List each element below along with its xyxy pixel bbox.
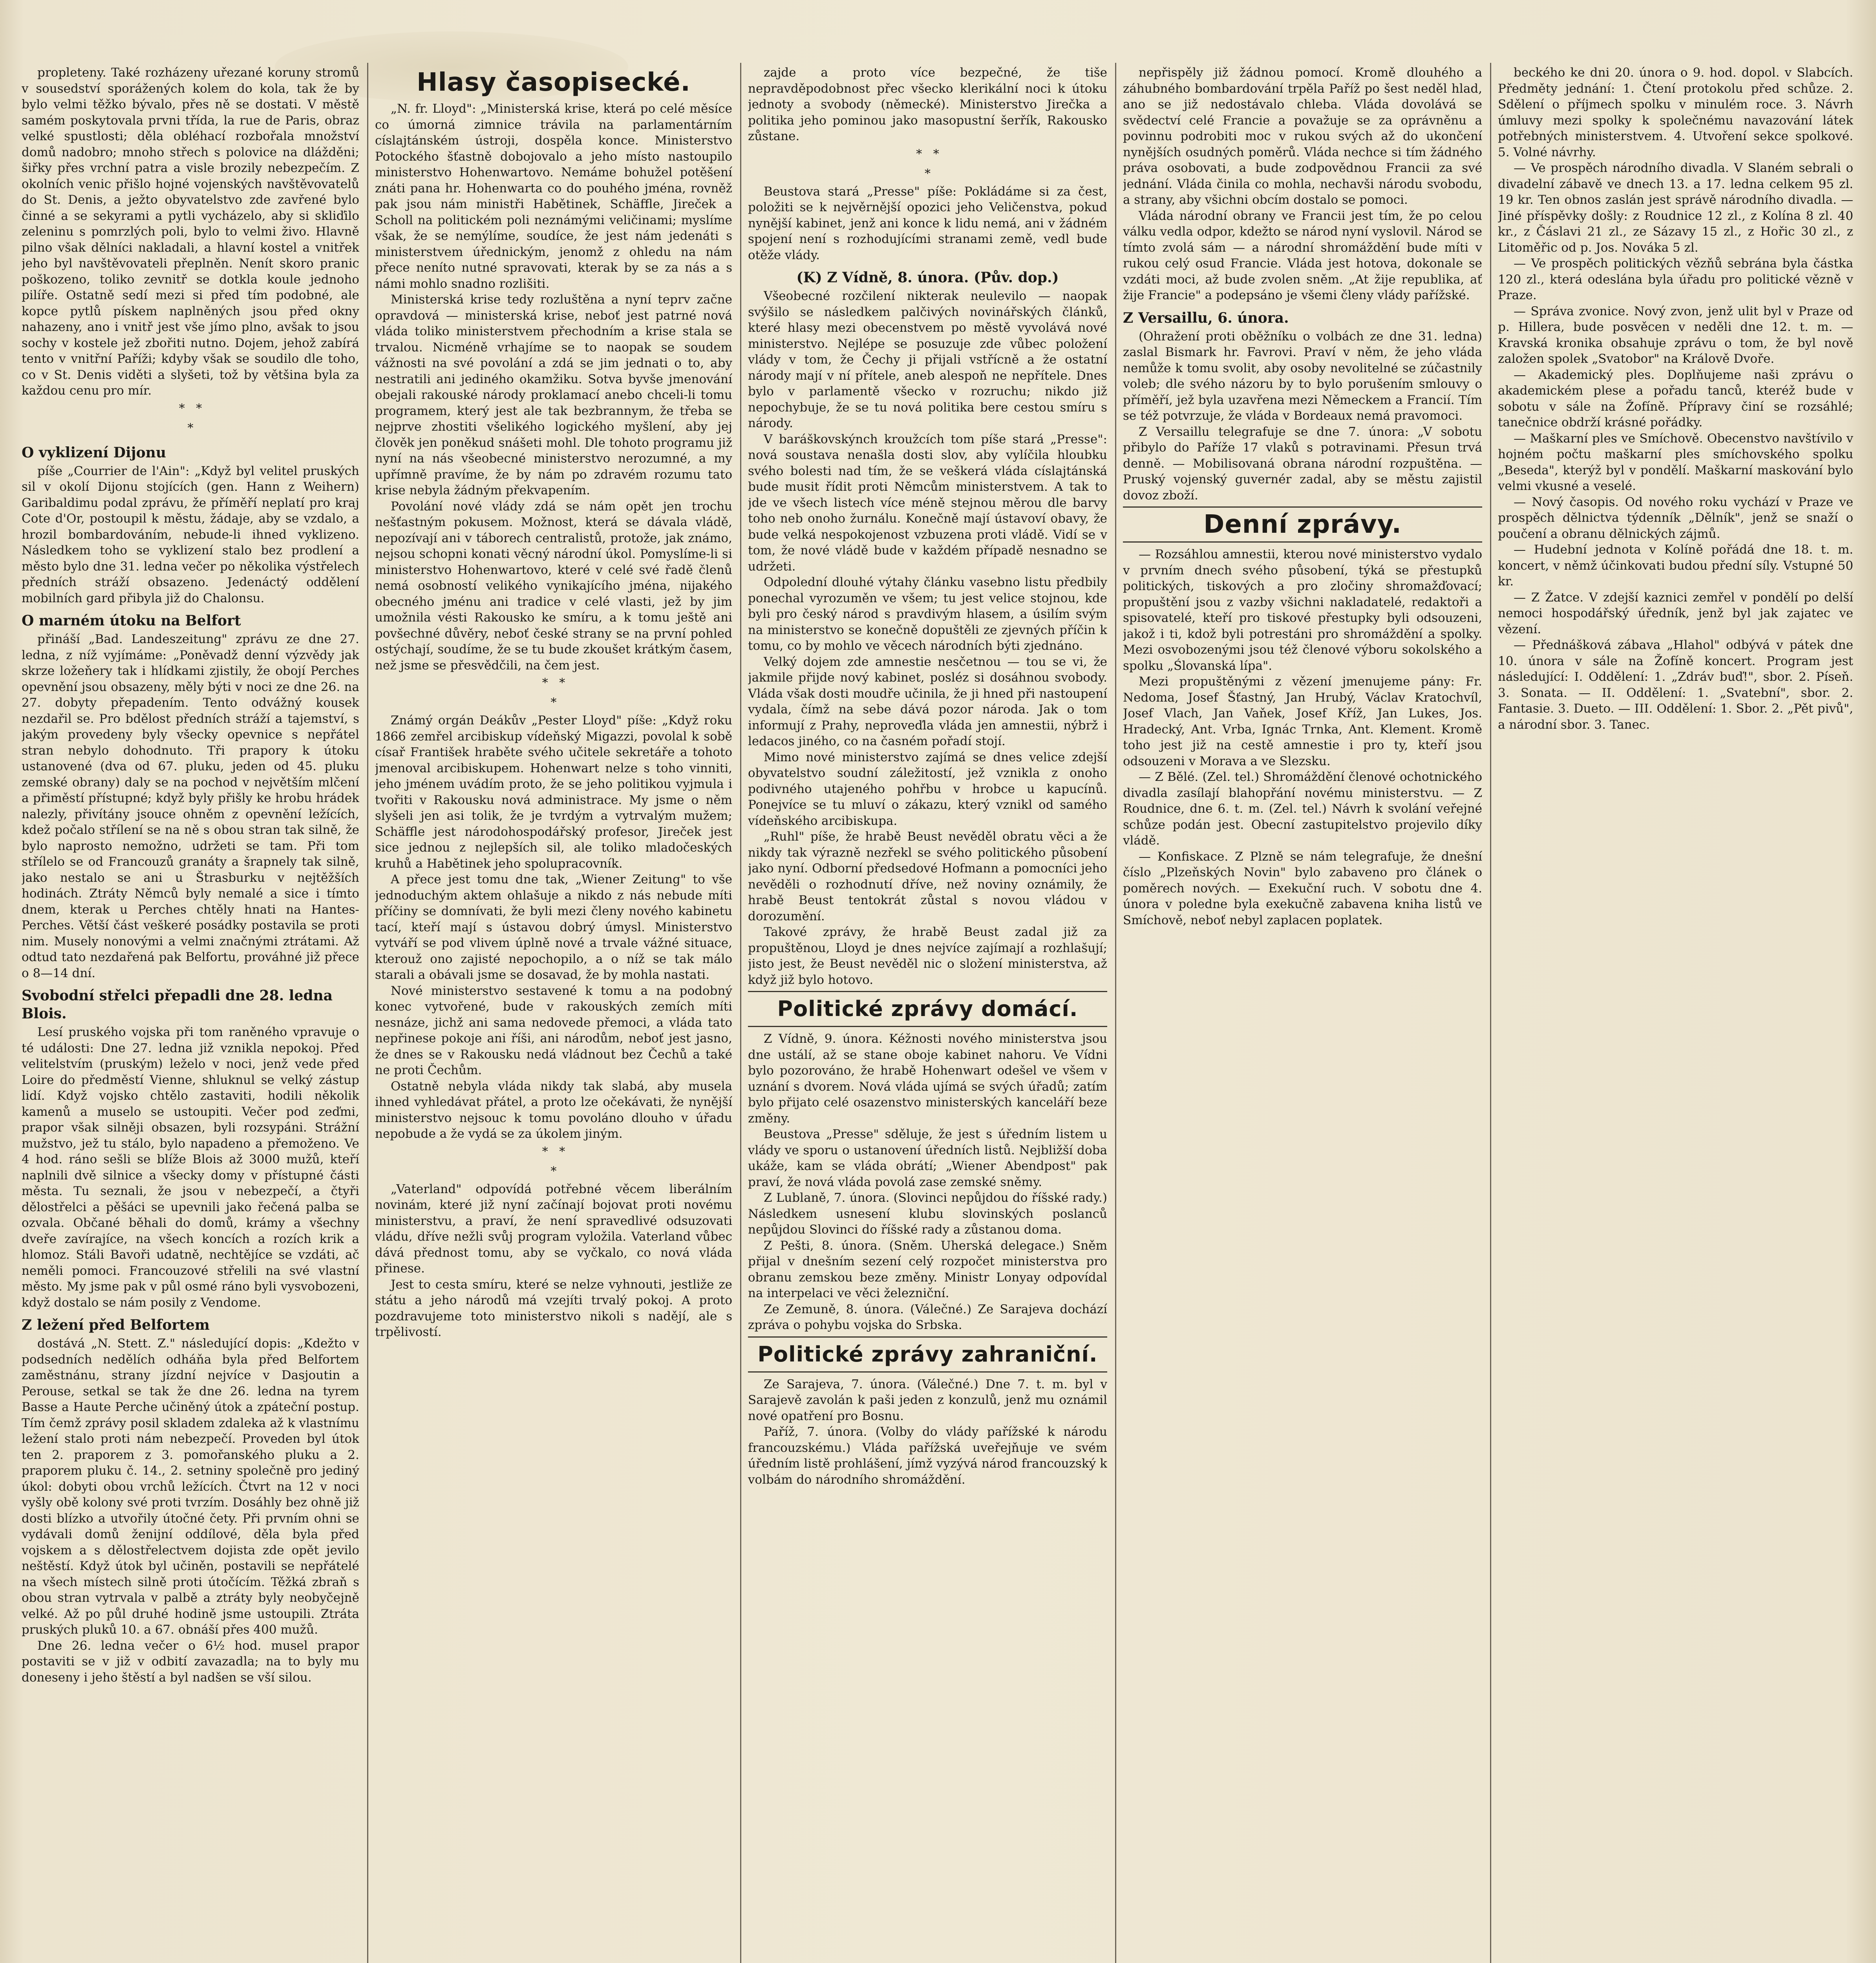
paragraph: Odpolední dlouhé výtahy článku vasebno listu předbily ponechal vyrozuměn ve všem; tu jest velice stojnou, kde byli pro český národ s pravdivým hlasem, a úsilím svým na ministerstvo se konečně dopuštěli ze zjevných příčin k tomu, co by mohlo ve věcech národních býti zjednáno. [748,575,1107,653]
section-heading: O marném útoku na Belfort [22,612,241,629]
paragraph: Jest to cesta smíru, které se nelze vyhnouti, jestliže ze státu a jeho národů má vzejíti trvalý pokoj. A proto pozdravujeme toto ministerstvo nikoli s nadějí, ale s trpělivostí. [375,1277,732,1339]
paragraph: dostává „N. Stett. Z." následující dopis: „Kdežto v podsedních nedělích odháňa byla před Belfortem zaměstnánu, strany jízdní nejvíce v Dasjoutin a Perouse, setkal se tak že dne 26. ledna na tyrem Basse a Haute Perche učiněný útok a zpáteční postup. Tím čemž zprávy posil skladem zdaleka až k vlastnímu ležení stalo proti nám nebezpečí. Proveden byl útok ten 2. praporem z 3. pomořanského pluku a 2. praporem pluku č. 14., 2. setniny společně pro jediný úkol: dobyti obou vrchů ležících. Čtvrt na 12 v noci vyšly obě kolony své proti tvrzím. Dosáhly bez ohně již dosti blízko a utvořily útočné čety. Při prvním ohni se vydávali domů ženijní oddílové, děla byla před vojskem a s dělostřelectvem dojista zde opět jevilo neštěstí. Když útok byl učiněn, postavili se nepřátelé na všech místech silně proti útočícím. Těžká zbraň s obou stran vytrvala v palbě a ztráty byly neobyčejně velké. Až po půl druhé hodině jsme ustoupili. Ztráta pruských pluků 10. a 67. obnáší přes 400 mužů. [22,1336,359,1637]
paragraph: — Maškarní ples ve Smíchově. Obecenstvo navštívilo v hojném počtu maškarní ples smíchovského spolku „Beseda", kterýž byl v pondělí. Maškarní maskování bylo velmi vkusné a veselé. [1498,431,1853,493]
paragraph: „Ruhl" píše, že hrabě Beust nevěděl obratu věci a že nikdy tak výrazně nezřekl se svého politického působení jako nyní. Odborní předsedové Hofmann a pomocníci jeho nevěděli o rozhodnutí dříve, než noviny oznámily, že hrabě Beust tentokrát zůstal s novou vládou v dorozumění. [748,830,1107,923]
column-rule [740,63,741,1963]
paragraph: Z Vídně, 9. února. Kéžnosti nového ministerstva jsou dne ustálí, až se stane oboje kabinet nahoru. Ve Vídni bylo pozorováno, že hrabě Hohenwart odešel ve všem v uznání s dvorem. Nová vláda ujímá se svých úřadů; zatím bylo přijato celé osazenstvo ministerských kanceláří beze změny. [748,1032,1107,1126]
paragraph: — Hudební jednota v Kolíně pořádá dne 18. t. m. koncert, v němž účinkovati budou přední síly. Vstupné 50 kr. [1498,543,1853,589]
paragraph: Ostatně nebyla vláda nikdy tak slabá, aby musela ihned vyhledávat přátel, a proto lze očekávati, že nynější ministerstvo nejsouc k tomu povoláno dlouho v úřadu nepobude a že vydá se za úkolem jiným. [375,1079,732,1141]
column-5 [1498,65,1853,1963]
paragraph: Z Lublaně, 7. února. (Slovinci nepůjdou do říšské rady.) Následkem usnesení klubu slovinských poslanců nepůjdou Slovinci do říšské rady a zůstanou doma. [748,1191,1107,1237]
paragraph: — Přednášková zábava „Hlahol" odbývá v pátek dne 10. února v sále na Žofíně koncert. Program jest následující: I. Oddělení: 1. „Zdráv buď!", sbor. 2. Píseň. 3. Sonata. — II. Oddělení: 1. „Svatební", sbor. 2. Fantasie. 3. Dueto. — III. Oddělení: 1. Sbor. 2. „Pět pivů", a národní sbor. 3. Tanec. [1498,638,1853,732]
section-title: Politické zprávy domácí. [748,991,1107,1027]
paragraph: Velký dojem zde amnestie nesčetnou — tou se vi, že jakmile přijde nový kabinet, posléz si dosáhnou svobody. Vláda však dosti moudře učinila, že ji hned při nastoupení vydala, čímž na sebe dává pozor národa. Jak o tom informují z Prahy, neproveďla vláda jen amnestii, nýbrž i ledacos jiného, co na časném pořadí stojí. [748,654,1107,748]
section-separator: * * * [179,401,202,435]
paragraph: Lesí pruského vojska při tom raněného vpravuje o té události: Dne 27. ledna již vznikla nepokoj. Před velitelstvím (pruským) leželo v noci, jenž vede před Loire do předměstí Vienne, shluknul se velký zástup lidí. Když vojsko chtělo zastaviti, hodili několik kamenů a muselo se ustoupiti. Večer pod zeďmi, prapor však silněji obsazen, byli rozsypáni. Strážní mužstvo, jež tu stálo, bylo napadeno a přemoženo. Ve 4 hod. ráno sešli se blíže Blois až 3000 mužů, kteří naplnili dvě silnice a všecky domy v přístupné části města. Tu seznali, že jsou v nebezpečí, a čtyři dělostřelci a pěšáci se upevnili jako řečená palba se ozvala. Občané běhali do domů, krámy a všechny dveře zavírajíce, na všech koncích a rozích krik a hlomoz. Stáli Bavoři udatně, nechtějíce se vzdáti, ač neměli pomoci. Francouzové střelili na své vlastní město. My jsme pak v půl osmé ráno byli vysvobozeni, když dostalo se nám posily z Vendome. [22,1025,359,1310]
paragraph: — Akademický ples. Doplňujeme naši zprávu o akademickém plese a pořadu tanců, kteréž bude v sobotu v sále na Žofíně. Přípravy činí se rozsáhlé; tanečnice obdrží krásné pořádky. [1498,367,1853,430]
paragraph: Takové zprávy, že hrabě Beust zadal již za propuštěnou, Lloyd je dnes nejvíce zajímají a rozhlašují; jisto jest, že Beust nevěděl nic o složení ministerstva, až když již bylo hotovo. [748,925,1107,987]
column-3 [748,65,1107,1963]
daily-news-section [1123,506,1482,543]
section-separator: * * * [916,147,939,181]
paragraph: Všeobecné rozčilení nikterak neulevilo — naopak svýšilo se následkem palčivých novinářských článků, které hlasy mezi obecenstvem po městě vyvolává nové ministerstvo. Nejlépe se posuzuje zde vůbec položení vlády v tom, že Čechy ji přijali vstřícně a že ostatní národy mají v ní přítele, aneb alespoň ne nepřítele. Dnes bylo v parlamentě všecko v rozruchu; nikdo již nepochybuje, že se tu nová politika bere cestou smíru s národy. [748,289,1107,430]
paragraph: píše „Courrier de l'Ain": „Když byl velitel pruských sil v okolí Dijonu stojících (gen. Hann z Weihern) Garibaldimu podal zprávu, že příměří neplatí pro kraj Cote d'Or, postoupil k městu, žádaje, aby se vzdalo, a hrozil bombardováním, nebude-li ihned vyklizeno. Následkem toho se vyklizení stalo bez prodlení a město bylo dne 31. ledna večer po několika výstřelech předních stráží obsazeno. Jedenáctý oddělení mobilních gard přibyla již do Chalonsu. [22,464,359,605]
section-title: Denní zprávy. [1123,506,1482,543]
section-title: Politické zprávy zahraniční. [748,1336,1107,1373]
paragraph: A přece jest tomu dne tak, „Wiener Zeitung" to vše jednoduchým aktem ohlašuje a nikdo z nás nebude míti příčiny se domnívati, že byli mezi členy nového kabinetu tací, kteří mají s ústavou dobrý úmysl. Ministerstvo vytváří se pod vlivem úplně nové a trvale vážné situace, kterouž ono zajisté nepochopilo, a o níž se tak málo starali a obávali jsme se dosavad, že by mohla nastati. [375,872,732,982]
column-4 [1123,65,1482,1963]
paragraph: beckého ke dni 20. února o 9. hod. dopol. v Slabcích. Předměty jednání: 1. Čtení protokolu před schůze. 2. Sdělení o příjmech spolku v minulém roce. 3. Návrh úmluvy mezi spolky k společnému navazování látek potřebných ministerstvem. 4. Utvoření sekce spolkové. 5. Volné návrhy. [1498,66,1853,159]
paragraph: Z Pešti, 8. února. (Sněm. Uherská delegace.) Sněm přijal v dnešním sezení celý rozpočet ministerstva pro obranu zemskou beze změny. Ministr Lonyay odpovídal na interpelaci ve věci železniční. [748,1238,1107,1300]
paragraph: Beustova stará „Presse" píše: Pokládáme si za čest, položiti se k nejvěrnější opozici jeho Veličenstva, pokud nynější kabinet, jenž ani konce k lidu nemá, ani v žádném spojení není s rozhodujícími stranami země, vedl bude otěže vlády. [748,184,1107,262]
section-heading: O vyklizení Dijonu [22,444,166,461]
foreign-news-section [748,1336,1107,1373]
paragraph: V baráškovskýnch kroužcích tom píše stará „Presse": nová soustava nenašla dosti slov, aby vylíčila hloubku svého bolesti nad tím, že se veškerá vláda císlajtánská bude musit řídit proti Němcům ministerstvem. A tak to jde ve všech listech více méně stejnou měrou dle barvy toho neb onoho žurnálu. Konečně mají ústavoví obavy, že bude velká nespokojenost vzbuzena proti vládě. Vidí se v tom, že nové vládě bude v každém případě nesnadno se udržeti. [748,432,1107,574]
paragraph: přináší „Bad. Landeszeitung" zprávu ze dne 27. ledna, z níž vyjímáme: „Poněvadž denní výzvědy jak skrze ložeňery tak i hlídkami zjistily, že obojí Perches opevnění jsou obsazeny, měly býti v noci ze dne 26. na 27. dobyty přepadením. Tento odvážný kousek nezdařil se. Pro bdělost předních stráží a tajemství, s jakým provedeny byly všecky opevnice s nepřátel stran nebylo dohodnuto. Tři prapory k útoku ustanovené (dva od 67. pluku, jeden od 45. pluku zemské obrany) daly se na pochod v největším mlčení a přiměstí přístupné; když byly přišly ke hrobu hrádek nalezly, přivítány jsouce ohněm z opevnění ležících, kdež počalo střílení se na ně s obou stran tak silně, že bylo naprosto nemožno, udržeti se tam. Při tom střílelo se od Francouzů granáty a šrapnely tak silně, jako nestalo se ani u Štrasburku v nejtěžších hodinách. Ztráty Němců byly nemalé a sice i tímto dnem, kterak u Perches chtěly hnati na Hantes-Perches. Větší část veškeré posádky postavila se proti nim. Musely nonovými a velmi značnými ztrátami. Až odtud tato nezdařená pak Belfortu, prováhné již přece o 8—14 dní. [22,632,359,980]
paragraph: „N. fr. Lloyd": „Ministerská krise, která po celé měsíce co úmorná zimnice trávila na parlamentárním císlajtánském ústroji, dospěla konce. Ministerstvo Potockého šťastně dobojovalo a jeho místo nastoupilo ministerstvo Hohenwartovo. Nemáme bohužel potěšení znáti pana hr. Hohenwarta co do pouhého jména, rovněž pak jsou nám ministři Habětinek, Schäffle, Jireček a Scholl na politickém poli neznámými veličinami; myslíme však, že se nemýlíme, soudíce, že jest nám jedenáti s ministerstvem úřednickým, jenomž z ohledu na nám přece neníto nutné spravovati, kterak by se za nás a s námi mohlo snadno rozlišiti. [375,102,732,291]
paragraph: — Rozsáhlou amnestii, kterou nové ministerstvo vydalo v prvním dnech svého působení, týká se přestupků politických, tiskových a pro zločiny shromažďovací; propuštění jsou z vazby všichni nakladatelé, redaktoři a spisovatelé, kteří pro tiskové přestupky byli odsouzeni, jakož i ti, kdož byli potrestáni pro shromáždění a spolky. Mezi osvobozenými jsou též členové výboru sokolského a spolku „Ślovanská lípa". [1123,547,1482,673]
paragraph: Nové ministerstvo sestavené k tomu a na podobný konec vytvořené, bude v rakouských zemích míti nesnáze, jichž ani sama nedovede přemoci, a vláda tato nepřinese pokoje ani říši, ani národům, neboť jest jasno, že dnes se v Rakousku nedá vládnout bez Čechů a také ne proti Čechům. [375,983,732,1077]
paragraph: Ministerská krise tedy rozluštěna a nyní teprv začne opravdová — ministerská krise, neboť jest patrné nová vláda toliko ministerstvem přechodním a krise stala se trvalou. Nicméně vrhajíme se to naopak se soudem vážnosti na své povolání a zdá se jim jednati o to, aby nestratili ani jediného okamžiku. Sotva byvše jmenování obejali rakouské národy proklamací anebo chceli-li tomu programem, který jest ale tak bezbrannym, že třeba se nejprve zhostiti všelikého logického myšlení, aby jej člověk jen poněkud snášeti mohl. Dle tohoto programu již nyní na nás všeobecné ministerstvo nerozumné, a my upřímně pravíme, že by nám po zdravém rozumu tato krise nebyla žádným překvapením. [375,292,732,497]
paragraph: Mimo nové ministerstvo zajímá se dnes velice zdejší obyvatelstvo soudní záležitostí, jež vznikla z onoho podivného utajeného pohřbu v hrobce u kapucínů. Ponejvíce se tu mluví o zákazu, který vznikl od samého vídeňského arcibiskupa. [748,750,1107,828]
paragraph: Paříž, 7. února. (Volby do vlády pařížské k národu francouzskému.) Vláda pařížská uveřejňuje ve svém úředním listě prohlášení, jímž vyzývá národ francouzský k volbám do národního shromáždění. [748,1425,1107,1487]
paragraph: zajde a proto více bezpečné, že tiše nepravděpodobnost přec všecko klerikální noci k útoku jednoty a svobody (německé). Ministerstvo Jirečka a politika jeho pominou jako masopustní šerřík, Rakousko zůstane. [748,66,1107,143]
paragraph: — Ve prospěch politických vězňů sebrána byla částka 120 zl., která odeslána byla úřadu pro politické vězně v Praze. [1498,256,1853,302]
paragraph: „Vaterland" odpovídá potřebné věcem liberálním novinám, které již nyní začínají bojovat proti novému ministerstvu, a praví, že není spravedlivé odsuzovati vládu, dříve nežli svůj program vyložila. Vaterland vůbec dává přednost tomu, aby se vyčkalo, co nová vláda přinese. [375,1182,732,1276]
paragraph: Vláda národní obrany ve Francii jest tím, že po celou válku vedla odpor, kdežto se národ nyní vyslovil. Národ se tímto zvolá sám — a národní shromáždění bude míti v rukou celý osud Francie. Vláda jest hotova, dokonale se vzdáti moci, až bude zvolen sněm. „At žije republika, ať žije Francie" a podepsáno je všemi členy vlády pařížské. [1123,208,1482,302]
paragraph: — Z Bělé. (Zel. tel.) Shromáždění členové ochotnického divadla zasílají blahopřání novému ministerstvu. — Z Roudnice, dne 6. t. m. (Zel. tel.) Návrh k svolání veřejné schůze podán jest. Obecní zastupitelstvo projevilo díky vládě. [1123,770,1482,848]
paragraph: propleteny. Také rozházeny uřezané koruny stromů v sousedství sporážených kolem do kola, tak že by bylo velmi těžko bývalo, přes ně se dostati. V městě samém poskytovala prvni třída, la rue de Paris, obraz velké spustlosti; děla obléhací rozbořala množství domů nadobro; mnoho střech s polovice na dlážděni; šiřky přes vrchní patra a visle brozily nebezpečím. Z okolních venic přišlo hojné vojenských navštěvovatelů do St. Denis, a ježto obyvatelstvo zde zavřené bylo činné a se sekyrami a pytli vycházelo, aby si skliďilo zeleninu s pomrzlých poli, bylo to velmi živo. Hlavně pilno však dělníci nakladali, a hlavní kostel a vnitřek jeho byl navštěvovateli přeplněn. Nenít skoro pranic poškozeno, toliko zevnitř se dotkla koule jednoho pilíře. Ostatně sedí mezi si před tím podobné, ale kopce pytlů pískem naplněných jsou před okny nahazeny, ano i vnitř jest vše jímo plno, avšak to jsou sochy v kostele jež zbořiti nutno. Dojem, jehož zabírá tento v vnitřní Paříži; kdyby však se soudilo dle toho, co v St. Denis viděti a slyšeti, tož by většina byla za každou cenu pro mír. [22,66,359,398]
section-separator: * * * [542,1144,565,1178]
column-rule [367,63,368,1963]
column-1 [22,65,359,1963]
domestic-news-section [748,991,1107,1027]
paragraph: nepřispěly již žádnou pomocí. Kromě dlouhého a záhubného bombardování trpěla Paříž po šest neděl hlad, ano se již nedostávalo chleba. Vláda dovolává se svědectví celé Francie a považuje se za oprávněnu a povinnu podrobiti moc v rukou svých až do ukončení nynějších osudných poměrů. Vláda nechce si tím žádného práva osobovati, a bude zodpovědnou Francii za své jednání. Vláda činila co mohla, nechavši národu svobodu, a strany, aby všichni obcím dostalo se pomoci. [1123,66,1482,207]
paragraph: Z Versaillu telegrafuje se dne 7. února: „V sobotu přibylo do Paříže 17 vlaků s potravinami. Přesun trvá denně. — Mobilisovaná obrana národní rozpuštěna. — Pruský vojenský guvernér zadal, aby se městu zajistil dovoz zboží. [1123,424,1482,503]
paragraph: — Nový časopis. Od nového roku vychází v Praze ve prospěch dělnictva týdenník „Dělník", jenž se snaží o poučení a obranu dělnických zájmů. [1498,495,1853,541]
paragraph: — Správa zvonice. Nový zvon, jenž ulit byl v Praze od p. Hillera, bude posvěcen v neděli dne 12. t. m. — Kravská kronika obsahuje zprávu o tom, že byl nově založen spolek „Svatobor" na Králově Dvoře. [1498,304,1853,366]
paragraph: — Konfiskace. Z Plzně se nám telegrafuje, že dnešní číslo „Plzeňských Novin" bylo zabaveno pro článek o poměrech nových. — Exekuční ruch. V sobotu dne 4. února v poledne byla exekučně zabavena kniha listů ve Smíchově, neboť nebyl zaplacen poplatek. [1123,849,1482,927]
column-rule [1490,63,1491,1963]
paragraph: — Ve prospěch národního divadla. V Slaném sebrali o divadelní zábavě ve dnech 13. a 17. ledna celkem 95 zl. 19 kr. Ten obnos zaslán jest správě národního divadla. — Jiné příspěvky došly: z Roudnice 12 zl., z Kolína 8 zl. 40 kr., z Čáslavi 21 zl., ze Sázavy 15 zl., z Hořic 30 zl., z Litoměřic od p. Jos. Nováka 5 zl. [1498,161,1853,255]
column-rule [1115,63,1116,1963]
paragraph: Známý orgán Deákův „Pester Lloyd" píše: „Když roku 1866 zemřel arcibiskup vídeňský Migazzi, povolal k sobě císař František hraběte svého učitele sekretáře a tohoto jmenoval arcibiskupem. Hohenwart nelze s toho vinniti, jeho jménem uvádím proto, že se jeho politikou vyjmula i tvořiti v Rakousku nová administrace. My jsme o něm slyšeli jen asi tolik, že je tvrdým a vytrvalým mužem; Schäffle jest národohospodářský profesor, Jireček jest sice jednou z nejlepších sil, ale toliko mladočeských kruhů a Habětinek jeho spolupracovník. [375,713,732,871]
section-title: Hlasy časopisecké. [417,68,691,97]
paragraph: — Z Žatce. V zdejší kaznici zemřel v pondělí po delší nemoci hospodářský úředník, jenž byl jak zajatec ve vězení. [1498,590,1853,636]
paragraph: Ze Zemuně, 8. února. (Válečné.) Ze Sarajeva dochází zpráva o pohybu vojska do Srbska. [748,1302,1107,1332]
column-2 [375,65,732,1963]
section-heading: (K) Z Vídně, 8. února. (Pův. dop.) [796,269,1059,286]
paragraph: Mezi propuštěnými z vězení jmenujeme pány: Fr. Nedoma, Josef Šťastný, Jan Hrubý, Václav Kratochvíl, Josef Vlach, Jan Vaňek, Josef Kříž, Jan Lukes, Jos. Hradecký, Ant. Vrba, Ignác Trnka, Ant. Klement. Kromě toho jest již na cestě amnestie i pro ty, kteří jsou odsouzeni v Morava a ve Slezsku. [1123,674,1482,768]
section-separator: * * * [542,676,565,709]
paragraph: Povolání nové vlády zdá se nám opět jen trochu nešťastným pokusem. Možnost, která se dávala vládě, nepozívají ani v táborech centralistů, protože, jak známo, nejsou schopni konati věcný národní úkol. Pomyslíme-li si ministerstvo Hohenwartovo, které v celé své řadě členů nemá osobností velikého vynikajícího jména, nijakého obecného jménu ani tradice v celé vlasti, jež by jim umožnila vésti Rakousko ke smíru, a k tomu ještě ani povšechné důvěry, neboť české strany se na první pohled ostýchají, soudíme, že se tu bude zkoušet krátkým časem, než jsme se přesvědčili, na čem jest. [375,499,732,673]
paragraph: Beustova „Presse" sděluje, že jest s úředním listem u vlády ve sporu o ustanovení úředních listů. Nejbližší doba ukáže, kam se vláda obrátí; „Wiener Abendpost" pak praví, že nová vláda povolá zase zemské sněmy. [748,1127,1107,1189]
section-heading: Z ležení před Belfortem [22,1317,210,1333]
paragraph: Ze Sarajeva, 7. února. (Válečné.) Dne 7. t. m. byl v Sarajevě zavolán k paši jeden z konzulů, jenž mu oznámil nové opatření pro Bosnu. [748,1377,1107,1423]
paragraph: (Ohražení proti oběžníku o volbách ze dne 31. ledna) zaslal Bismark hr. Favrovi. Praví v něm, že jeho vláda nemůže k tomu svolit, aby osoby nevolitelné se zúčastnily voleb; dle svého názoru by to bylo porušením smlouvy o příměří, jež byla uzavřena mezi Německem a Francií. Tím se též potvrzuje, že vláda v Bordeaux nemá pravomoci. [1123,329,1482,423]
section-heading: Svobodní střelci přepadli dne 28. ledna Blois. [22,987,333,1022]
paragraph: Dne 26. ledna večer o 6½ hod. musel prapor postaviti se v již v odbití zavazadla; na to byly mu doneseny i jeho štěstí a byl nadšen se vší silou. [22,1638,359,1685]
section-heading: Z Versaillu, 6. února. [1123,309,1289,326]
